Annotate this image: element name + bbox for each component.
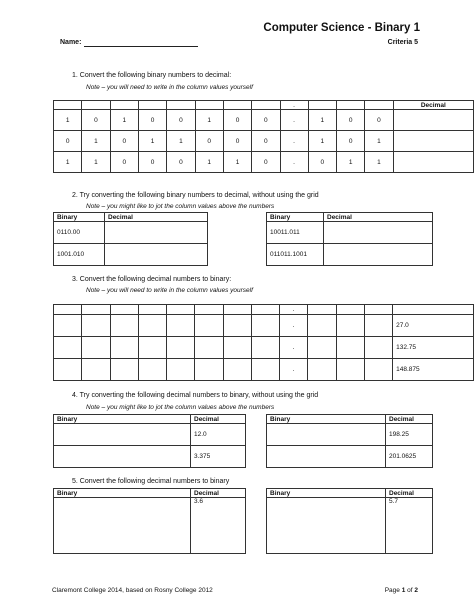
q5-left-table: Binary Decimal 3.6 xyxy=(53,488,246,554)
q2-note: Note – you might like to jot the column values above the numbers xyxy=(86,203,275,210)
table-row: 1 1 0 0 0 1 1 0 . 0 1 1 xyxy=(54,152,474,173)
table-row: 3.375 xyxy=(54,446,246,468)
page-number: Page 1 of 2 xyxy=(384,587,418,594)
criteria-label: Criteria 5 xyxy=(387,39,418,46)
table-row: 0 1 0 1 1 0 0 0 . 1 0 1 xyxy=(54,131,474,152)
name-label: Name: xyxy=(60,39,82,46)
q4-right-table: Binary Decimal 198.25 201.0625 xyxy=(266,414,433,468)
q5-prompt: 5. Convert the following decimal numbers to binary xyxy=(72,478,230,485)
table-row: . 27.0 xyxy=(54,315,474,337)
q2-answer-2[interactable] xyxy=(105,244,208,266)
q2-right-table: Binary Decimal 10011.011 011011.1001 xyxy=(266,212,433,266)
q4-note: Note – you might like to jot the column values above the numbers xyxy=(86,404,275,411)
q4-prompt: 4. Try converting the following decimal numbers to binary, without using the grid xyxy=(72,392,319,399)
table-row: . 148.875 xyxy=(54,359,474,381)
q5-answer-1[interactable] xyxy=(54,498,191,554)
table-row: 0110.00 xyxy=(54,222,208,244)
q4-answer-2[interactable] xyxy=(54,446,191,468)
footer-credit: Claremont College 2014, based on Rosny College 2012 xyxy=(52,587,213,594)
q1-decimal-header: Decimal xyxy=(393,101,473,110)
q2-answer-4[interactable] xyxy=(324,244,433,266)
table-row: 201.0625 xyxy=(267,446,433,468)
q1-prompt: 1. Convert the following binary numbers to decimal: xyxy=(72,72,232,79)
q4-answer-4[interactable] xyxy=(267,446,386,468)
table-row: 12.0 xyxy=(54,424,246,446)
q2-prompt: 2. Try converting the following binary numbers to decimal, without using the grid xyxy=(72,192,319,199)
q2-left-table: Binary Decimal 0110.00 1001.010 xyxy=(53,212,208,266)
q4-left-table: Binary Decimal 12.0 3.375 xyxy=(53,414,246,468)
table-row: . 132.75 xyxy=(54,337,474,359)
page-title: Computer Science - Binary 1 xyxy=(263,22,420,34)
q3-note: Note – you will need to write in the column values yourself xyxy=(86,287,253,294)
q3-grid: . . 27.0 . 132.75 . 148.875 xyxy=(53,304,474,381)
table-row: 3.6 xyxy=(54,498,246,554)
table-row: 5.7 xyxy=(267,498,433,554)
table-row: 1001.010 xyxy=(54,244,208,266)
q3-prompt: 3. Convert the following decimal numbers to binary: xyxy=(72,276,232,283)
q4-answer-3[interactable] xyxy=(267,424,386,446)
q1-grid xyxy=(53,100,474,173)
q1-answer-1[interactable] xyxy=(393,110,473,131)
table-row: 10011.011 xyxy=(267,222,433,244)
q1-answer-2[interactable] xyxy=(393,131,473,152)
q5-right-table: Binary Decimal 5.7 xyxy=(266,488,433,554)
q5-answer-2[interactable] xyxy=(267,498,386,554)
q2-answer-3[interactable] xyxy=(324,222,433,244)
q1-answer-3[interactable] xyxy=(393,152,473,173)
table-row: 198.25 xyxy=(267,424,433,446)
q1-dot-header: . xyxy=(280,101,308,110)
q1-note: Note – you will need to write in the column values yourself xyxy=(86,84,253,91)
q4-answer-1[interactable] xyxy=(54,424,191,446)
table-row: 1 0 1 0 0 1 0 0 . 1 0 0 xyxy=(54,110,474,131)
name-line xyxy=(84,46,198,47)
table-row: 011011.1001 xyxy=(267,244,433,266)
q2-answer-1[interactable] xyxy=(105,222,208,244)
